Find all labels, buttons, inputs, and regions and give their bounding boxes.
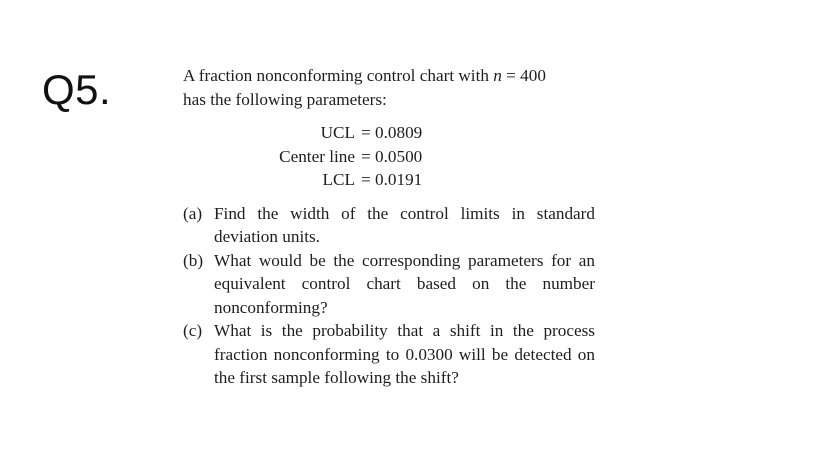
sub-question-text: What would be the corresponding parameters for an equivalent control chart based on the number nonconforming? bbox=[214, 250, 595, 317]
param-ucl-name: UCL bbox=[320, 123, 355, 142]
intro-line-2: has the following parameters: bbox=[183, 89, 387, 109]
sample-size-variable: n bbox=[493, 66, 502, 85]
param-ucl-value-row: = 0.0809 bbox=[361, 123, 423, 142]
param-center-line-value-row: = 0.0500 bbox=[361, 146, 423, 166]
sub-question-c bbox=[183, 319, 595, 390]
sub-question-label: (a) bbox=[183, 203, 203, 223]
param-ucl-value: 0.0809 bbox=[375, 123, 423, 142]
sub-question-label: (c) bbox=[183, 321, 203, 340]
param-lcl-name: LCL bbox=[322, 170, 355, 189]
parameter-list bbox=[183, 121, 595, 192]
param-center-line-value: 0.0500 bbox=[375, 146, 423, 166]
problem-statement bbox=[183, 64, 595, 390]
intro-suffix: = 400 bbox=[501, 66, 546, 85]
param-center-line-name: Center line bbox=[279, 146, 355, 166]
sub-question-label: (b) bbox=[183, 250, 204, 270]
intro-line-1 bbox=[183, 64, 595, 88]
sub-question-text: Find the width of the control limits in standard deviation units. bbox=[214, 203, 595, 246]
intro-prefix: A fraction nonconforming control chart with bbox=[183, 66, 494, 85]
question-number: Q5. bbox=[42, 66, 112, 113]
param-lcl-value: 0.0191 bbox=[375, 170, 423, 189]
sub-questions bbox=[183, 202, 595, 390]
sub-question-b bbox=[183, 249, 595, 320]
sub-question-text: What is the probability that a shift in the process fraction nonconforming to 0.0300 will be detected on the first sample following the shift? bbox=[214, 321, 595, 387]
param-lcl-value-row: = 0.0191 bbox=[361, 170, 423, 189]
sub-question-a bbox=[183, 202, 595, 249]
